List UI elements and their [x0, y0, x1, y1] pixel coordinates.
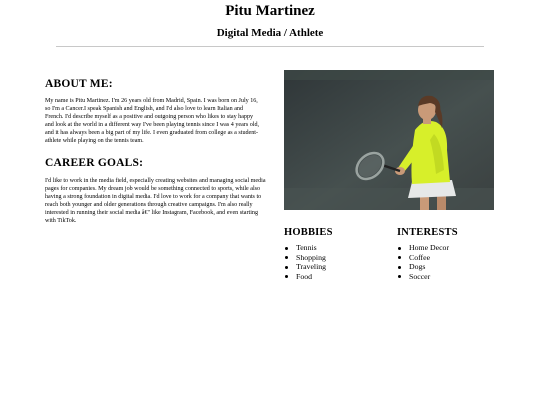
hobby-item: Tennis: [284, 243, 326, 253]
hobbies-heading: HOBBIES: [284, 227, 333, 238]
career-heading: CAREER GOALS:: [45, 157, 144, 169]
hobby-item: Traveling: [284, 262, 326, 272]
tennis-player-photo: [284, 70, 494, 210]
hobby-item: Shopping: [284, 253, 326, 263]
interest-item: Coffee: [397, 253, 449, 263]
interests-heading: INTERESTS: [397, 227, 458, 238]
hobbies-list: [284, 243, 326, 281]
photo-illustration: [284, 70, 494, 210]
interest-item: Dogs: [397, 262, 449, 272]
interest-item: Soccer: [397, 272, 449, 282]
about-heading: ABOUT ME:: [45, 78, 113, 90]
about-text: My name is Pitu Martinez. I'm 26 years old from Madrid, Spain. I was born on July 16, so I'm a Cancer.I speak Spanish and English, and I'd also love to learn Italian and French. I'd describe myself as a positive and outgoing person who likes to stay happy and look at the world in a different way I've been playing tennis since I was 4 years old, and it has always been a big part of my life. I even graduated from college as a student-athlete while playing on the tennis team.: [45, 98, 260, 145]
header-divider: [56, 46, 484, 47]
page-subtitle: Digital Media / Athlete: [216, 27, 324, 39]
page-title: Pitu Martinez: [225, 3, 315, 19]
hobby-item: Food: [284, 272, 326, 282]
career-text: I'd like to work in the media field, especially creating websites and managing social media pages for companies. My dream job would be something connected to sports, while also having a strong foundation in digital media. I'd love to work for a company that wants to reach both younger and older generations through creative campaigns. I'm also really interested in running their social media â€" like Instagram, Facebook, and even starting with TikTok.: [45, 178, 266, 225]
interest-item: Home Decor: [397, 243, 449, 253]
interests-list: [397, 243, 449, 281]
